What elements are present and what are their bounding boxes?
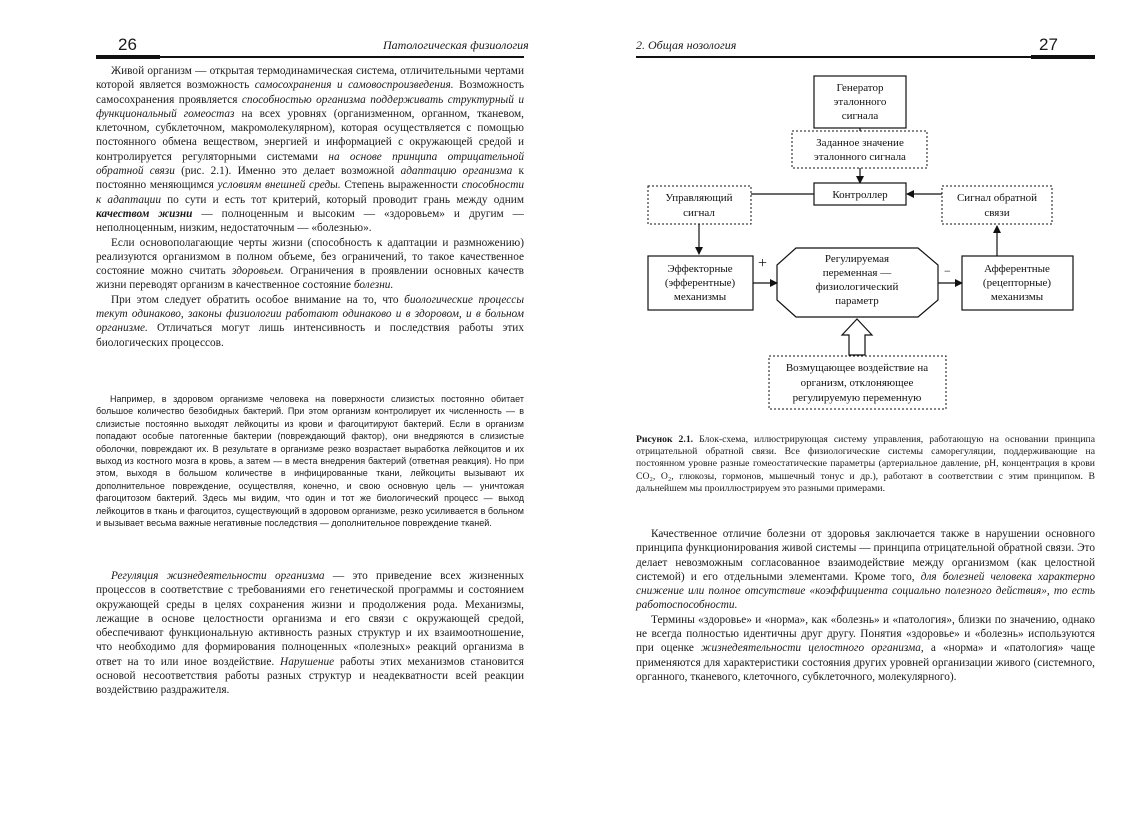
- caption-text: Блок-схема, иллюстрирующая систему управления, работающую на основании принципа отрицательной обратной связи. Все физиологические системы саморегуляции, поддерживающие на постоянном уровне разные гомеостатические параметры (артериальное давление, pH, концентрация в крови CO₂, O₂, глюкозы, гормонов, мышечный тонус и др.), работают в соответствии с этим принципом. В дальнейшем мы проиллюстрируем это разными примерами.: [636, 434, 1095, 494]
- example-text: Например, в здоровом организме человека на поверхности слизистых постоянно обитает большое количество безобидных бактерий. При этом организм контролирует их численность — в слизистые постоянно выходят лейкоциты из крови и фагоцитируют бактерий. Если в организм попадают особые патогенные бактерии (повреждающий фактор), они внедряются в слизистые оболочки, повреждают их. В результате в организме резко возрастает выработка лейкоцитов и их выход из костного мозга в кровь, а затем — в места внедрения бактерий (ответная реакция). Но при этом, выходя в большом количестве в инфицированные ткани, лейкоциты вызывают их дополнительное повреждение, осуществляя, конечно, и свою основную цель — уничтожая фагоцитозом бактерий. Здесь мы видим, что один и тот же биологический процесс — выход лейкоцитов в ткань и фагоцитоз, существующий в здоровом организме, резко усиливается в больном и вызывает весьма важные негативные последствия — дополнительное повреждение тканей.: [96, 394, 524, 529]
- paragraph: При этом следует обратить особое внимание на то, что биологические процессы текут одинаково, законы физиологии работают одинаково и в здоровом, и в больном организме. Отличаться могут лишь интенсивность и последствия работы этих биологических процессов.: [96, 293, 524, 349]
- box-label: связи: [984, 207, 1010, 219]
- controller-box: [814, 183, 906, 205]
- box-label: Генератор: [836, 82, 884, 94]
- header-rule: [96, 56, 524, 58]
- header-rule: [636, 56, 1095, 58]
- example-block: [96, 393, 524, 529]
- feedback-signal-box: [942, 186, 1052, 224]
- plus-sign: +: [758, 255, 768, 272]
- box-label: механизмы: [990, 291, 1044, 303]
- disturbance-box: [769, 356, 946, 409]
- main-text-bottom: [96, 569, 524, 698]
- box-label: эталонного сигнала: [814, 151, 906, 163]
- box-label: механизмы: [673, 291, 727, 303]
- paragraph: Регуляция жизнедеятельности организма — это приведение всех жизненных процессов в соответствие с требованиями его генетической программы и состоянием окружающей среды в целях сохранения жизни и продолжения рода. Механизмы, лежащие в основе целостности организма и его связи с окружающей средой, обеспечивают функциональную активность разных структур и их взаимоотношение, что необходимо для формирования полноценных «полезных» реакций организма в ответ на то или иное воздействие. Нарушение работы этих механизмов становится основой несоответствия работы разных структур и неадекватности всей реакции воздействию раздражителя.: [96, 570, 525, 697]
- paragraph: Если основополагающие черты жизни (способность к адаптации и размножению) реализуются организмом в полном объеме, без ограничений, то такое качественное состояние можно считать здоровьем. Ограничения в проявлении основных качеств жизни переводят организм в качественное состояние болезни.: [96, 236, 524, 292]
- paragraph: Живой организм — открытая термодинамическая система, отличительными чертами которой является возможность самосохранения и самовоспроизведения. Возможность самосохранения проявляется способностью организма поддерживать структурный и функциональный гомеостаз на всех уровнях (организменном, органном, тканевом, клеточном, субклеточном, макромолекулярном), которая осуществляется с помощью постоянного обмена веществом, энергией и информацией с окружающей средой и контролируется регуляторными системами на основе принципа отрицательной обратной связи (рис. 2.1). Именно это делает возможной адаптацию организма к постоянно меняющимся условиям внешней среды. Степень выраженности способности к адаптации по сути и есть тот критерий, который проводит грань между одним качеством жизни — полноценным и высоким — «здоровьем» и другим — неполноценным, низким, недостаточным — «болезнью».: [96, 65, 525, 235]
- box-label: Эффекторные: [667, 263, 733, 275]
- page-number: 26: [118, 35, 137, 54]
- box-label: Контроллер: [832, 189, 888, 201]
- figure-caption: [636, 434, 1095, 495]
- page-number: 27: [1039, 35, 1058, 54]
- main-text: [636, 527, 1095, 684]
- feedback-block-diagram: [636, 68, 1096, 423]
- generator-box: [814, 76, 906, 128]
- box-label: параметр: [835, 295, 879, 307]
- main-text-top: [96, 64, 524, 350]
- box-label: (эфферентные): [664, 277, 736, 289]
- box-label: Регулируемая: [824, 253, 890, 265]
- box-label: Сигнал обратной: [956, 192, 1038, 204]
- setpoint-box: [792, 131, 927, 168]
- box-label: физиологический: [815, 281, 899, 293]
- box-label: Управляющий: [665, 192, 733, 204]
- control-signal-box: [648, 186, 751, 224]
- minus-sign: −: [944, 264, 951, 278]
- running-head: 2. Общая нозология: [636, 38, 737, 52]
- box-label: Афферентные: [984, 263, 1050, 275]
- box-label: сигнала: [841, 110, 879, 122]
- box-label: Возмущающее воздействие на: [785, 362, 929, 374]
- paragraph: Качественное отличие болезни от здоровья заключается также в нарушении основного принципа функционирования живой системы — принципа отрицательной обратной связи. Это делает невозможным согласованное взаимодействие между организмом (как целостной системой) и его отдельными элементами. Кроме того, для болезней человека характерно снижение или полное отсутствие «коэффициента социально полезного действия», то есть работоспособности.: [636, 528, 1096, 612]
- effectors-box: [648, 256, 753, 310]
- caption-label: Рисунок 2.1.: [636, 434, 694, 445]
- paragraph: Термины «здоровье» и «норма», как «болезнь» и «патология», близки по значению, однако не всегда полностью идентичны друг другу. Понятия «здоровье» и «болезнь» используются при оценке жизнедеятельности целостного организма, а «норма» и «патология» чаще применяются для характеристики состояния других уровней организации живого (системного, органного, тканевого, клеточного, субклеточного, молекулярного).: [636, 613, 1095, 683]
- box-label: регулируемую переменную: [792, 392, 922, 404]
- afferents-box: [962, 256, 1073, 310]
- box-label: (рецепторные): [982, 277, 1052, 289]
- box-label: Заданное значение: [816, 137, 904, 149]
- box-label: организм, отклоняющее: [800, 377, 914, 389]
- box-label: эталонного: [833, 96, 887, 108]
- running-head: Патологическая физиология: [383, 38, 529, 52]
- disturbance-arrow: [842, 319, 872, 355]
- regulated-variable-shape: [777, 248, 938, 317]
- box-label: сигнал: [683, 207, 715, 219]
- box-label: переменная —: [822, 267, 892, 279]
